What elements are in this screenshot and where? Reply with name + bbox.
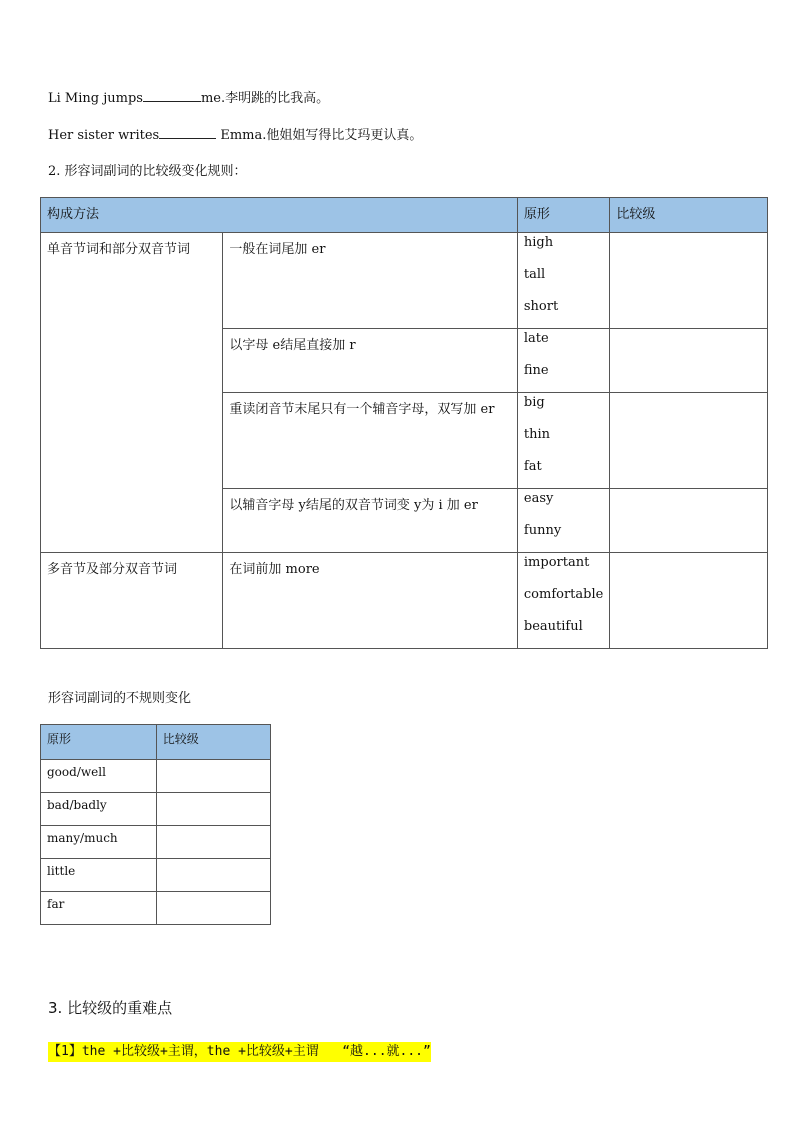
sentence-2-start: Her sister writes [48,128,160,143]
group-label-2: 多音节及部分双音节词 [41,553,223,649]
sentence-2-end: Emma.他姐姐写得比艾玛更认真。 [216,128,423,143]
rule-words: easy funny [517,489,609,553]
rule-method: 以辅音字母 y结尾的双音节词变 y为 i 加 er [223,489,517,553]
header-comparative: 比较级 [156,725,270,760]
comparative-rules-table [40,197,768,649]
section-3-title: 3. 比较级的重难点 [48,999,173,1017]
table-row [41,892,271,925]
table-row [41,553,768,649]
answer-blank-2[interactable] [159,126,216,139]
rule-words: big thin fat [517,393,609,489]
section-2-title: 2. 形容词副词的比较级变化规则： [48,164,247,179]
answer-cell[interactable] [156,859,270,892]
rule-method: 一般在词尾加 er [223,233,517,329]
table-header-row [41,198,768,233]
answer-cell[interactable] [156,760,270,793]
table-row [41,859,271,892]
rule-words: late fine [517,329,609,393]
rule-words: important comfortable beautiful [517,553,609,649]
irregular-forms-table [40,724,271,925]
answer-cell[interactable] [610,553,768,649]
rule-words: high tall short [517,233,609,329]
rule-method: 在词前加 more [223,553,517,649]
answer-cell[interactable] [610,393,768,489]
sentence-1-end: me.李明跳的比我高。 [200,91,330,106]
answer-cell[interactable] [610,329,768,393]
answer-cell[interactable] [610,489,768,553]
header-base-form: 原形 [41,725,157,760]
sentence-2 [48,126,422,145]
table-row [41,793,271,826]
answer-cell[interactable] [156,892,270,925]
base-form-cell: bad/badly [41,793,157,826]
table-row [41,826,271,859]
header-base-form: 原形 [517,198,609,233]
base-form-cell: many/much [41,826,157,859]
group-label-1: 单音节词和部分双音节词 [41,233,223,553]
sentence-1 [48,89,329,108]
rule-method: 重读闭音节末尾只有一个辅音字母，双写加 er [223,393,517,489]
header-comparative: 比较级 [610,198,768,233]
sentence-1-start: Li Ming jumps [48,91,143,106]
irregular-title: 形容词副词的不规则变化 [48,691,192,706]
highlighted-rule: 【1】the +比较级+主谓，the +比较级+主谓 “越...就...” [48,1042,431,1062]
base-form-cell: good/well [41,760,157,793]
answer-cell[interactable] [610,233,768,329]
answer-cell[interactable] [156,793,270,826]
rule-method: 以字母 e结尾直接加 r [223,329,517,393]
base-form-cell: far [41,892,157,925]
table-header-row [41,725,271,760]
answer-cell[interactable] [156,826,270,859]
base-form-cell: little [41,859,157,892]
header-method: 构成方法 [41,198,518,233]
table-row [41,760,271,793]
answer-blank-1[interactable] [143,89,201,102]
table-row [41,233,768,329]
